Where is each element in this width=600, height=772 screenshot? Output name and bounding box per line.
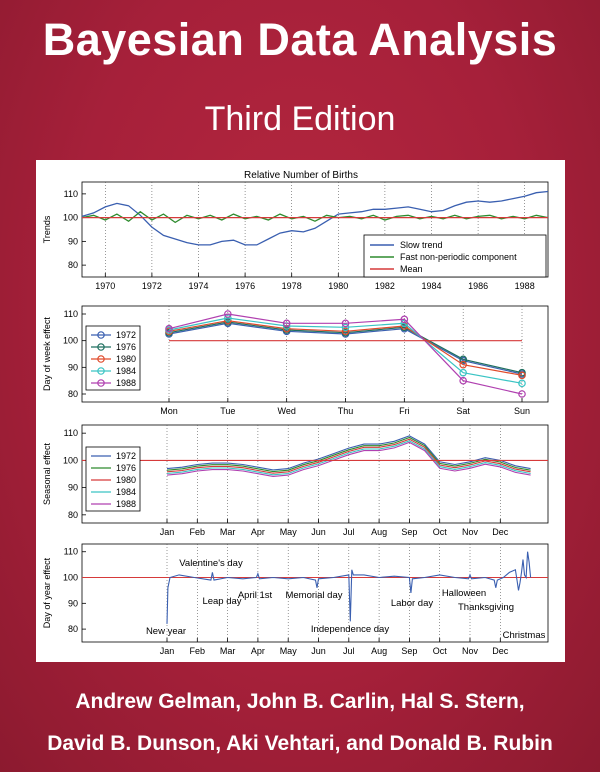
x-tick-label: Jan: [159, 646, 175, 656]
x-tick-label: 1972: [141, 281, 162, 291]
y-tick-label: 80: [67, 624, 78, 635]
x-tick-label: Mar: [219, 646, 236, 656]
x-tick-label: Sun: [513, 406, 531, 416]
figure-svg: [36, 160, 565, 662]
x-tick-label: Tue: [220, 406, 236, 416]
legend-label: 1984: [116, 366, 137, 376]
annotation-label: April 1st: [237, 590, 273, 601]
x-tick-label: Oct: [432, 527, 447, 537]
annotation-label: Labor day: [390, 598, 434, 609]
x-tick-label: 1980: [328, 281, 349, 291]
y-tick-label: 110: [63, 546, 78, 557]
y-axis-label: Day of year effect: [42, 557, 52, 629]
chart-panel-4: [42, 544, 548, 656]
annotation-label: Independence day: [310, 624, 390, 635]
legend-label: 1988: [116, 378, 137, 388]
annotation-label: Thanksgiving: [458, 602, 514, 613]
x-tick-label: Apr: [250, 527, 265, 537]
figure-panel: [36, 160, 565, 662]
x-tick-label: 1982: [374, 281, 395, 291]
legend-label: Fast non-periodic component: [400, 252, 517, 262]
book-title: Bayesian Data Analysis: [42, 14, 558, 65]
x-tick-label: 1974: [188, 281, 209, 291]
x-tick-label: May: [279, 646, 297, 656]
y-tick-label: 80: [67, 260, 78, 271]
x-tick-label: 1978: [281, 281, 302, 291]
x-tick-label: Jun: [311, 527, 326, 537]
x-tick-label: 1986: [468, 281, 489, 291]
authors-line-2: David B. Dunson, Aki Vehtari, and Donald B. Rubin: [47, 732, 553, 755]
annotation-label: Valentine's day: [179, 558, 243, 569]
x-tick-label: May: [279, 527, 297, 537]
x-tick-label: Mar: [219, 527, 236, 537]
x-tick-label: Sat: [456, 406, 470, 416]
y-tick-label: 100: [62, 212, 78, 223]
legend-label: 1980: [116, 475, 137, 485]
y-tick-label: 100: [62, 572, 78, 583]
y-tick-label: 90: [67, 362, 78, 373]
x-tick-label: Jan: [159, 527, 175, 537]
legend-label: 1976: [116, 463, 137, 473]
y-tick-label: 110: [63, 188, 78, 199]
annotation-label: Memorial day: [285, 590, 343, 601]
annotation-label: Halloween: [441, 588, 487, 599]
x-tick-label: Jul: [343, 527, 355, 537]
x-tick-label: Aug: [371, 646, 388, 656]
x-tick-label: Apr: [250, 646, 265, 656]
y-tick-label: 80: [67, 509, 78, 520]
legend-label: 1988: [116, 499, 137, 509]
y-axis-label: Trends: [42, 215, 52, 244]
x-tick-label: Jul: [343, 646, 355, 656]
legend-label: 1972: [116, 330, 137, 340]
y-axis-label: Day of week effect: [42, 317, 52, 391]
y-tick-label: 110: [63, 428, 78, 439]
annotation-label: New year: [145, 626, 187, 637]
y-tick-label: 90: [67, 482, 78, 493]
annotation-label: Leap day: [202, 596, 242, 607]
chart-panel-2: [42, 306, 548, 416]
y-tick-label: 90: [67, 598, 78, 609]
chart-panel-3: [42, 425, 548, 537]
plot-frame: [82, 425, 548, 523]
x-tick-label: Nov: [461, 646, 479, 656]
legend-label: 1972: [116, 451, 137, 461]
x-tick-label: 1984: [421, 281, 442, 291]
legend-label: 1984: [116, 487, 137, 497]
x-tick-label: 1970: [95, 281, 116, 291]
x-tick-label: Aug: [371, 527, 388, 537]
y-tick-label: 100: [62, 455, 78, 466]
x-tick-label: Dec: [492, 527, 509, 537]
x-tick-label: Feb: [189, 646, 206, 656]
x-tick-label: Feb: [189, 527, 206, 537]
x-tick-label: Mon: [160, 406, 178, 416]
x-tick-label: Thu: [337, 406, 354, 416]
plot-frame: [82, 306, 548, 402]
x-tick-label: Jun: [311, 646, 326, 656]
x-tick-label: Oct: [432, 646, 447, 656]
y-tick-label: 80: [67, 389, 78, 399]
legend-label: Mean: [400, 264, 423, 274]
chart-panel-1: [42, 182, 548, 291]
book-edition: Third Edition: [204, 100, 396, 138]
y-tick-label: 100: [62, 335, 78, 346]
x-tick-label: Sep: [401, 646, 418, 656]
legend-label: 1976: [116, 342, 137, 352]
x-tick-label: 1988: [514, 281, 535, 291]
annotation-label: Christmas: [502, 630, 546, 641]
x-tick-label: Sep: [401, 527, 418, 537]
y-tick-label: 90: [67, 236, 78, 247]
x-tick-label: Nov: [461, 527, 479, 537]
legend-label: 1980: [116, 354, 137, 364]
y-tick-label: 110: [63, 309, 78, 319]
y-axis-label: Seasonal effect: [42, 443, 52, 505]
x-tick-label: Dec: [492, 646, 509, 656]
authors-line-1: Andrew Gelman, John B. Carlin, Hal S. Stern,: [75, 690, 525, 713]
figure-title: Relative Number of Births: [244, 170, 358, 181]
legend-label: Slow trend: [400, 240, 443, 250]
x-tick-label: Fri: [399, 406, 410, 416]
x-tick-label: Wed: [277, 406, 296, 416]
x-tick-label: 1976: [235, 281, 256, 291]
